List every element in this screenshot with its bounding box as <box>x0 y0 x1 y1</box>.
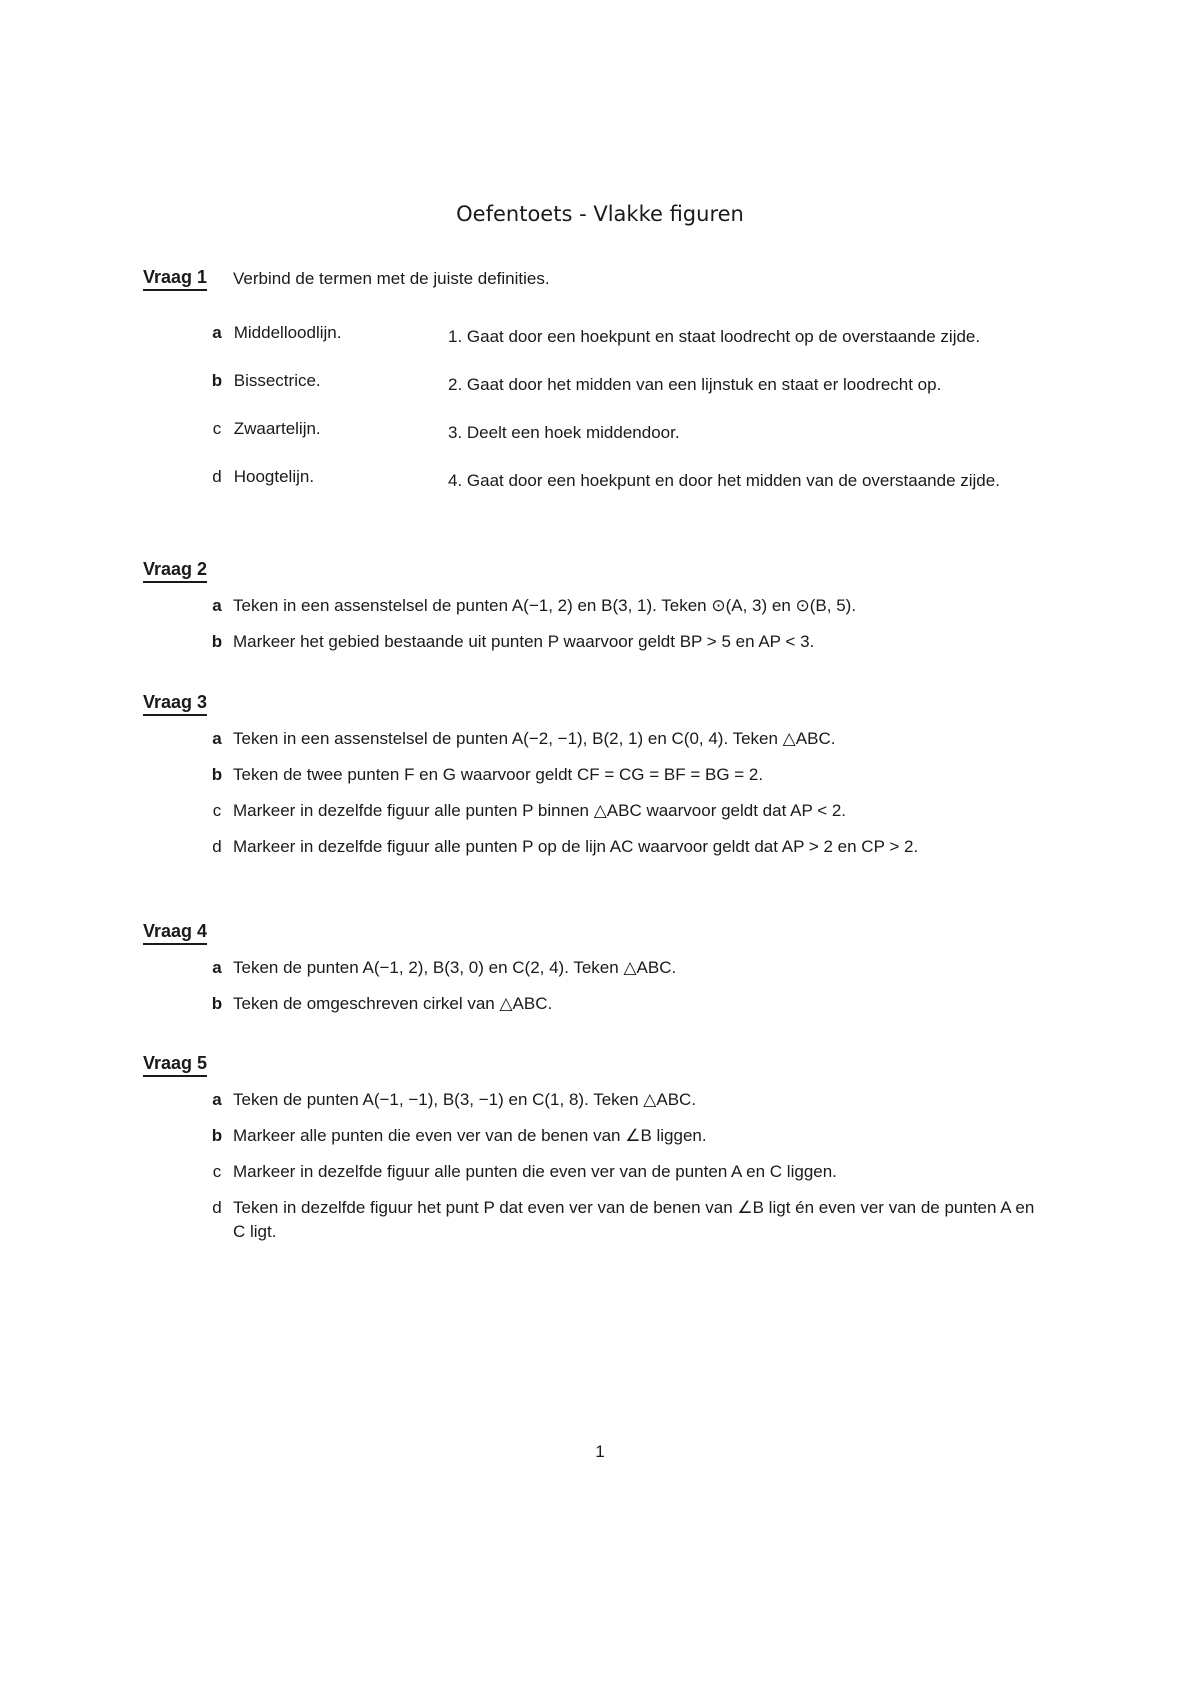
question-3-item-d <box>205 835 1035 859</box>
item-label: d <box>212 1198 222 1217</box>
term-label: b <box>211 371 223 390</box>
question-1-heading: Vraag 1 <box>143 266 207 291</box>
item-text: Teken in een assenstelsel de punten A(−2, −1), B(2, 1) en C(0, 4). Teken △ABC. <box>233 729 836 748</box>
item-text: Markeer het gebied bestaande uit punten P waarvoor geldt BP > 5 en AP < 3. <box>233 632 815 651</box>
item-text: Teken in dezelfde figuur het punt P dat even ver van de benen van ∠B ligt én even ver van de punten A en C ligt. <box>233 1198 1035 1241</box>
question-3-item-a <box>205 727 1035 751</box>
term-text: Zwaartelijn. <box>233 419 321 438</box>
question-2-item-b <box>205 630 1035 654</box>
question-4-item-a <box>205 956 1035 980</box>
term-label: c <box>212 419 222 438</box>
item-text: Teken de omgeschreven cirkel van △ABC. <box>233 994 553 1013</box>
question-5-item-b <box>205 1124 1035 1148</box>
question-4-heading: Vraag 4 <box>143 920 207 945</box>
question-3-heading: Vraag 3 <box>143 691 207 716</box>
term-d <box>205 466 314 488</box>
question-2-item-a <box>205 594 1035 618</box>
term-label: a <box>212 323 222 342</box>
page-title: Oefentoets - Vlakke figuren <box>456 202 744 226</box>
question-5-item-c <box>205 1160 1035 1184</box>
item-label: b <box>211 765 223 784</box>
definition-3: 3. Deelt een hoek middendoor. <box>448 423 680 442</box>
term-text: Middelloodlijn. <box>233 323 342 342</box>
definition-2: 2. Gaat door het midden van een lijnstuk en staat er loodrecht op. <box>448 375 942 394</box>
question-3-item-b <box>205 763 1035 787</box>
definition-1: 1. Gaat door een hoekpunt en staat loodrecht op de overstaande zijde. <box>448 327 981 346</box>
question-5-heading: Vraag 5 <box>143 1052 207 1077</box>
page-number: 1 <box>595 1442 605 1461</box>
question-4-item-b <box>205 992 1035 1016</box>
term-label: d <box>212 467 222 486</box>
term-c <box>205 418 321 440</box>
item-label: b <box>211 1126 223 1145</box>
item-text: Markeer in dezelfde figuur alle punten die even ver van de punten A en C liggen. <box>233 1162 837 1181</box>
item-label: a <box>212 958 222 977</box>
item-label: c <box>212 801 222 820</box>
item-label: b <box>211 632 223 651</box>
item-text: Teken de punten A(−1, 2), B(3, 0) en C(2, 4). Teken △ABC. <box>233 958 677 977</box>
item-text: Markeer in dezelfde figuur alle punten P binnen △ABC waarvoor geldt dat AP < 2. <box>233 801 847 820</box>
item-text: Teken de punten A(−1, −1), B(3, −1) en C(1, 8). Teken △ABC. <box>233 1090 697 1109</box>
term-b <box>205 370 321 392</box>
question-1-intro: Verbind de termen met de juiste definities. <box>233 269 550 288</box>
question-5-item-d <box>205 1196 1035 1244</box>
question-5-item-a <box>205 1088 1035 1112</box>
item-label: b <box>211 994 223 1013</box>
item-text: Markeer in dezelfde figuur alle punten P op de lijn AC waarvoor geldt dat AP > 2 en CP > 2. <box>233 837 919 856</box>
item-label: a <box>212 729 222 748</box>
item-text: Teken de twee punten F en G waarvoor geldt CF = CG = BF = BG = 2. <box>233 765 764 784</box>
item-text: Teken in een assenstelsel de punten A(−1, 2) en B(3, 1). Teken ⊙(A, 3) en ⊙(B, 5). <box>233 596 857 615</box>
term-a <box>205 322 341 344</box>
item-text: Markeer alle punten die even ver van de benen van ∠B liggen. <box>233 1126 707 1145</box>
item-label: d <box>212 837 222 856</box>
term-text: Bissectrice. <box>233 371 321 390</box>
item-label: a <box>212 596 222 615</box>
term-text: Hoogtelijn. <box>233 467 315 486</box>
definition-4: 4. Gaat door een hoekpunt en door het midden van de overstaande zijde. <box>448 471 1000 490</box>
question-2-heading: Vraag 2 <box>143 558 207 583</box>
question-3-item-c <box>205 799 1035 823</box>
item-label: a <box>212 1090 222 1109</box>
item-label: c <box>212 1162 222 1181</box>
